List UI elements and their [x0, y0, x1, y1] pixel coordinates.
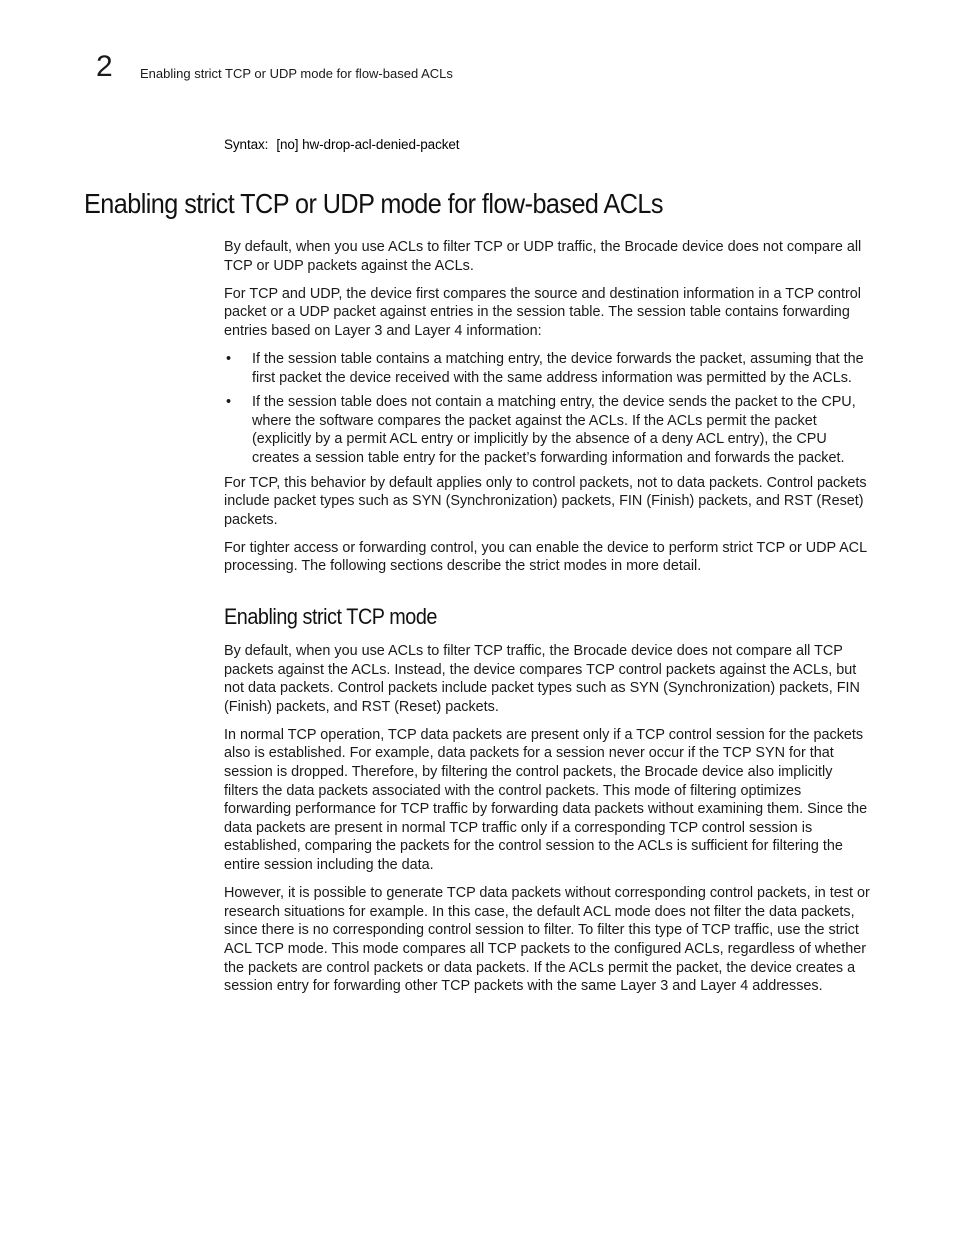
subsection-paragraph-3: However, it is possible to generate TCP data packets without corresponding control packets, in test or research situations for example. In this case, the default ACL mode does not filter the data packets, since there is no corresponding control session to filter. To filter this type of TCP traffic, use the strict ACL TCP mode. This mode compares all TCP packets to the configured ACLs, regardless of whether the packets are control packets or data packets. If the ACLs permit the packet, the device creates a session entry for forwarding other TCP packets with the same Layer 3 and Layer 4 addresses.: [224, 885, 870, 995]
syntax-command: [no] hw-drop-acl-denied-packet: [276, 137, 460, 152]
subsection-paragraph-2: In normal TCP operation, TCP data packets are present only if a TCP control session for the packets also is established. For example, data packets for a session never occur if the TCP SYN for that session is dropped. Therefore, by filtering the control packets, the Brocade device also implicitly filters the data packets associated with the control packets. This mode of filtering optimizes forwarding performance for TCP traffic by forwarding data packets without examining them. Since the data packets are present in normal TCP traffic only if a corresponding TCP control session is established, comparing the packets for the control session to the ACLs is sufficient for filtering the entire session including the data.: [224, 726, 868, 874]
bullet-icon: •: [226, 350, 232, 367]
section-paragraph-4: For tighter access or forwarding control, you can enable the device to perform strict TCP or UDP ACL processing. The following sections describe the strict modes in more detail.: [224, 539, 867, 575]
section-paragraph-2: For TCP and UDP, the device first compares the source and destination information in a TCP control packet or a UDP packet against entries in the session table. The session table contains forwarding entries based on Layer 3 and Layer 4 information:: [224, 285, 861, 339]
section-heading: Enabling strict TCP or UDP mode for flow-based ACLs: [84, 188, 663, 219]
subsection-heading: Enabling strict TCP mode: [224, 604, 437, 629]
bullet-icon: •: [226, 394, 232, 411]
subsection-paragraph-1: By default, when you use ACLs to filter TCP traffic, the Brocade device does not compare all TCP packets against the ACLs. Instead, the device compares TCP control packets against the ACLs, but not data packets. Control packets include packet types such as SYN (Synchronization) packets, FIN (Finish) packets, and RST (Reset) packets.: [224, 643, 860, 715]
syntax-line: [224, 137, 459, 152]
running-header-title: Enabling strict TCP or UDP mode for flow-based ACLs: [140, 66, 453, 81]
section-body: [224, 238, 870, 1005]
bullet-item: [224, 350, 870, 387]
bullet-text: If the session table contains a matching entry, the device forwards the packet, assuming that the first packet the device received with the same address information was permitted by the ACLs.: [252, 350, 864, 386]
bullet-text: If the session table does not contain a matching entry, the device sends the packet to the CPU, where the software compares the packet against the ACLs. If the ACLs permit the packet (explicitly by a permit ACL entry or implicitly by the absence of a deny ACL entry), the CPU creates a session table entry for the packet’s forwarding information and forwards the packet.: [252, 394, 856, 466]
syntax-label: Syntax:: [224, 137, 269, 152]
section-paragraph-1: By default, when you use ACLs to filter TCP or UDP traffic, the Brocade device does not compare all TCP or UDP packets against the ACLs.: [224, 239, 862, 274]
section-paragraph-3: For TCP, this behavior by default applies only to control packets, not to data packets. Control packets include packet types such as SYN (Synchronization) packets, FIN (Finish) packets, and RST (Reset) packets.: [224, 474, 867, 528]
bullet-item: [224, 393, 870, 467]
chapter-number: 2: [96, 50, 113, 83]
session-table-bullet-list: [224, 350, 870, 468]
